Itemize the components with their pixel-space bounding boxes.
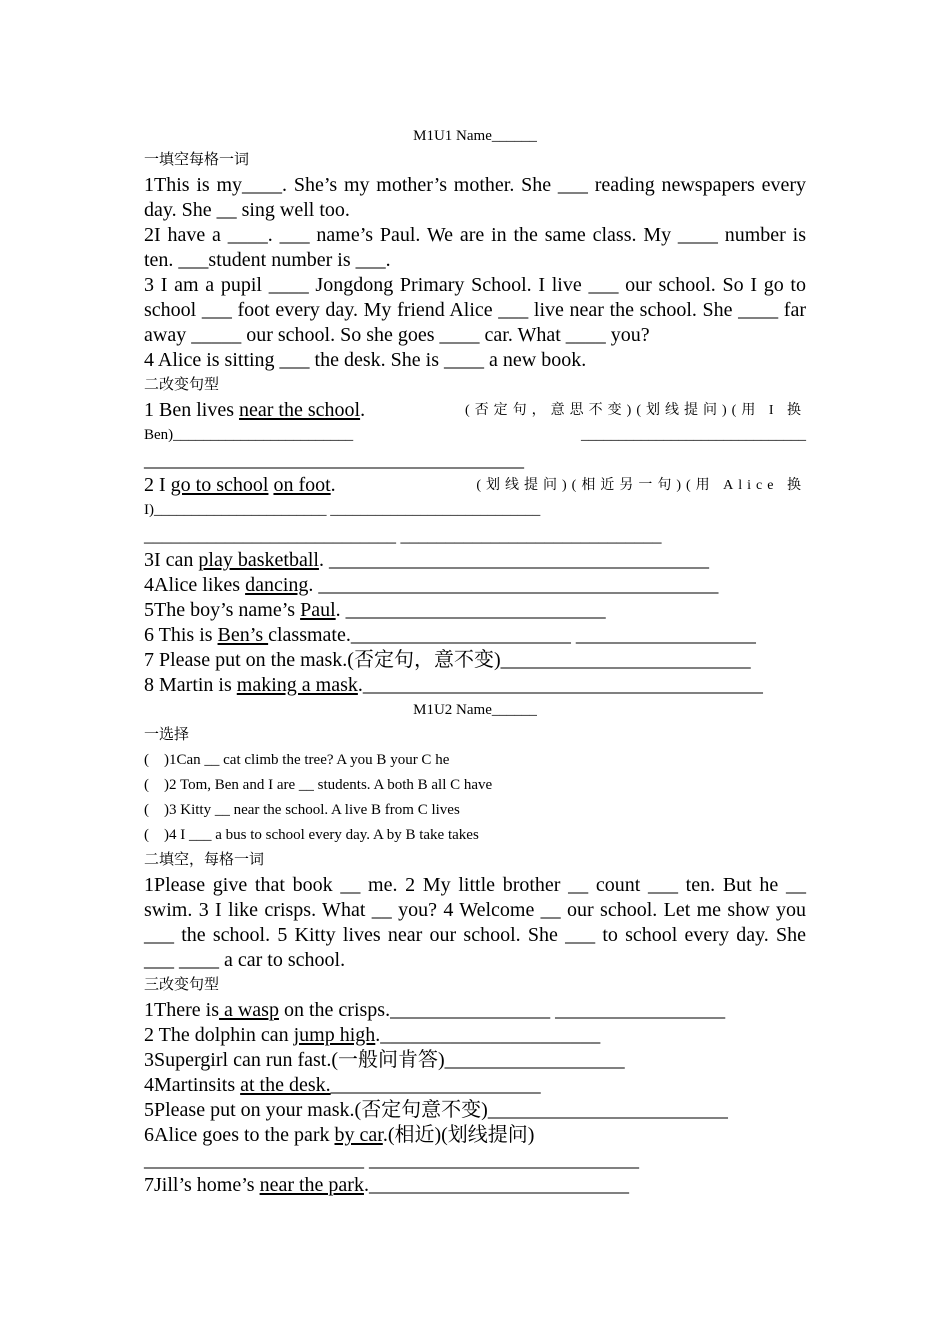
- unit1-title: M1U1 Name______: [413, 128, 537, 144]
- unit1-section2-heading: 二改变句型: [144, 377, 220, 393]
- unit1-section1-heading: 一填空每格一词: [144, 152, 250, 168]
- q2-answer-line-2: ____________________________ _____________________________: [144, 525, 662, 545]
- q1-answer-line-1: Ben)________________________ ______________________________: [144, 427, 806, 443]
- q1-text: 1 Ben lives near the school.: [144, 399, 366, 421]
- unit2-section2-heading: 二填空，每格一词: [144, 852, 265, 868]
- unit2-transform-5: 5Please put on your mask.(否定句意不变)________________________: [144, 1099, 728, 1121]
- unit2-fill-paragraph: 1Please give that book __ me. 2 My little brother __ count ___ ten. But he __ swim. 3 I like crisps. What __ you? 4 Welcome __ our school. Let me show you ___ the school. 5 Kitty lives near our school. She ___ to school every day. She ___ ____ a car to school.: [144, 874, 806, 971]
- choice-2: ( )2 Tom, Ben and I are __ students. A both B all C have: [144, 777, 493, 793]
- fill-line-1: 1This is my____. She’s my mother’s mother. She ___ reading newspapers every day. She __ sing well too.: [144, 174, 806, 221]
- unit2-section1-heading: 一选择: [144, 727, 190, 743]
- transform-q6: 6 This is Ben’s classmate.______________________ __________________: [144, 624, 756, 646]
- transform-q7: 7 Please put on the mask.(否定句，意不变)_________________________: [144, 649, 751, 671]
- fill-line-4: 4 Alice is sitting ___ the desk. She is ____ a new book.: [144, 349, 587, 371]
- unit2-title: M1U2 Name______: [413, 702, 537, 718]
- fill-line-2: 2I have a ____. ___ name’s Paul. We are in the same class. My ____ number is ten. ___student number is ___.: [144, 224, 806, 271]
- unit2-transform-6-answer: ______________________ ___________________________: [144, 1149, 639, 1171]
- unit2-section3-heading: 三改变句型: [144, 977, 220, 993]
- choice-4: ( )4 I ___ a bus to school every day. A by B take takes: [144, 827, 479, 843]
- q1-note: (否定句，意思不变)(划线提问)(用 I 换: [465, 403, 806, 418]
- unit2-transform-4: 4Martinsits at the desk._____________________: [144, 1074, 541, 1096]
- q2-answer-line-1: I)_______________________ ____________________________: [144, 502, 541, 518]
- transform-q2: [144, 473, 806, 498]
- choice-3: ( )3 Kitty __ near the school. A live B from C lives: [144, 802, 460, 818]
- q2-text: 2 I go to school on foot.: [144, 474, 336, 496]
- transform-q8: 8 Martin is making a mask.________________________________________: [144, 674, 763, 696]
- unit2-transform-1: 1There is a wasp on the crisps.________________ _________________: [144, 999, 726, 1021]
- unit2-transform-3: 3Supergirl can run fast.(一般问肯答)__________________: [144, 1049, 625, 1071]
- q2-note: (划线提问)(相近另一句)(用 Alice 换: [476, 478, 806, 493]
- transform-q1: [144, 398, 806, 423]
- unit2-transform-2: 2 The dolphin can jump high.______________________: [144, 1024, 601, 1046]
- transform-q4: 4Alice likes dancing. ________________________________________: [144, 574, 719, 596]
- unit2-transform-7: 7Jill’s home’s near the park.__________________________: [144, 1174, 629, 1196]
- transform-q5: 5The boy’s name’s Paul. __________________________: [144, 599, 606, 621]
- worksheet-page: [144, 126, 806, 1198]
- unit2-transform-6: 6Alice goes to the park by car.(相近)(划线提问): [144, 1124, 535, 1146]
- q1-answer-line-2: ______________________________________: [144, 449, 524, 471]
- transform-q3: 3I can play basketball. ______________________________________: [144, 549, 709, 571]
- fill-line-3: 3 I am a pupil ____ Jongdong Primary School. I live ___ our school. So I go to school ___ foot every day. My friend Alice ___ live near the school. She ____ far away _____ our school. So she goes ____ car. What ____ you?: [144, 274, 806, 346]
- choice-1: ( )1Can __ cat climb the tree? A you B your C he: [144, 752, 450, 768]
